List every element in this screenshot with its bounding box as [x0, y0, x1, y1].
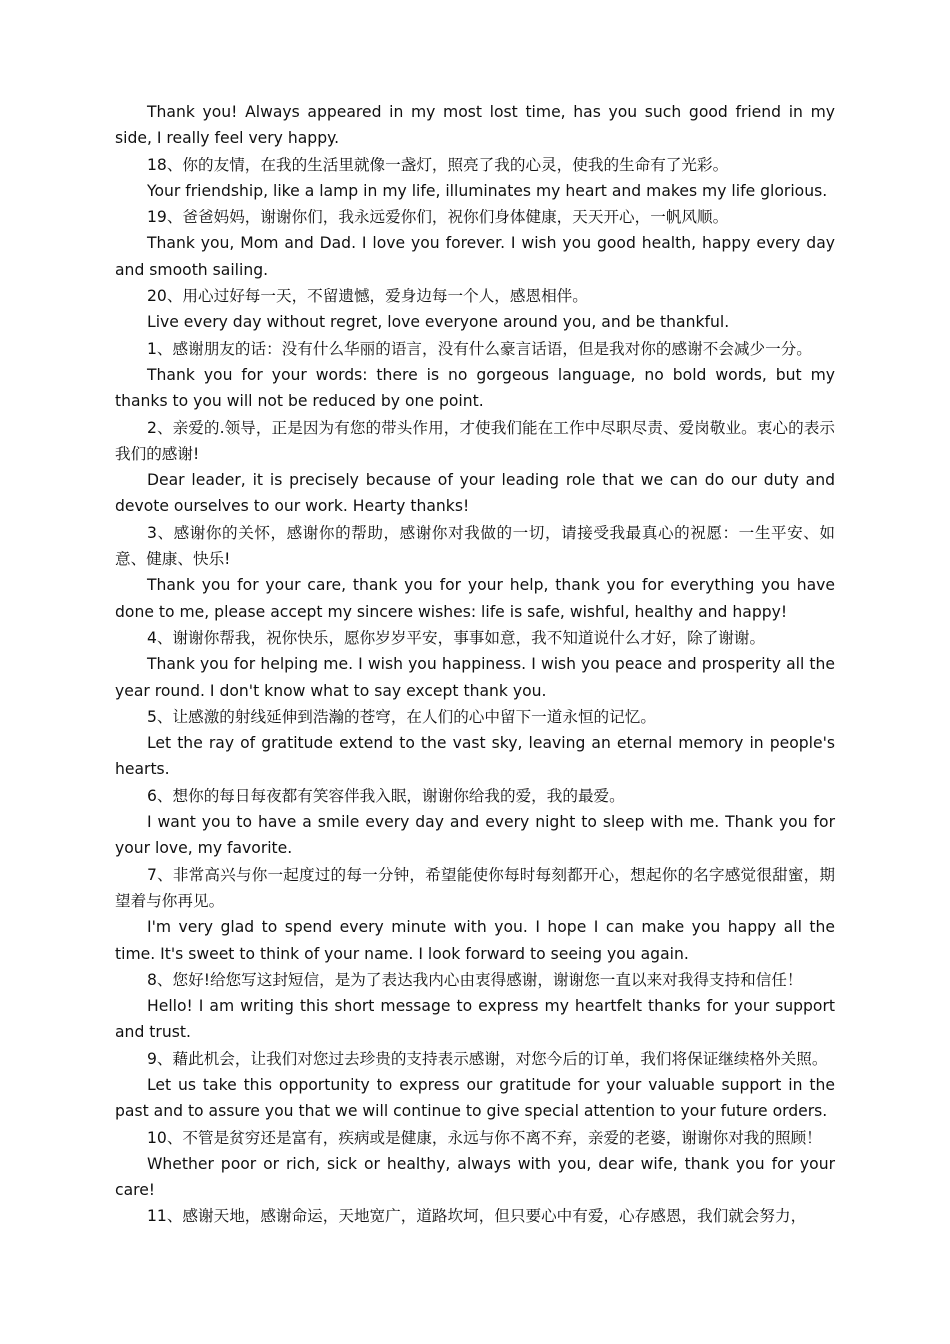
paragraph: 4、谢谢你帮我，祝你快乐，愿你岁岁平安，事事如意，我不知道说什么才好，除了谢谢。 — [147, 628, 766, 647]
paragraph: Thank you for your care, thank you for your help, thank you for everything you have done to me, please accept my sincere wishes: life is safe, wishful, healthy and happy! — [115, 576, 835, 621]
paragraph: 6、想你的每日每夜都有笑容伴我入眠，谢谢你给我的爱，我的最爱。 — [147, 786, 625, 805]
paragraph: 9、藉此机会，让我们对您过去珍贵的支持表示感谢，对您今后的订单，我们将保证继续格外关照。 — [147, 1049, 828, 1068]
paragraph: 7、非常高兴与你一起度过的每一分钟，希望能使你每时每刻都开心，想起你的名字感觉很甜蜜，期望着与你再见。 — [115, 865, 835, 910]
paragraph: Thank you! Always appeared in my most lost time, has you such good friend in my side, I really feel very happy. — [115, 103, 835, 148]
paragraph: I'm very glad to spend every minute with you. I hope I can make you happy all the time. It's sweet to think of your name. I look forward to seeing you again. — [115, 918, 835, 963]
paragraph: 1、感谢朋友的话：没有什么华丽的语言，没有什么豪言话语，但是我对你的感谢不会减少一分。 — [147, 339, 812, 358]
paragraph: Let the ray of gratitude extend to the vast sky, leaving an eternal memory in people's hearts. — [115, 734, 835, 779]
paragraph: I want you to have a smile every day and every night to sleep with me. Thank you for your love, my favorite. — [115, 813, 835, 858]
paragraph: Dear leader, it is precisely because of your leading role that we can do our duty and devote ourselves to our work. Hearty thanks! — [115, 471, 835, 516]
paragraph: 11、感谢天地，感谢命运，天地宽广，道路坎坷，但只要心中有爱，心存感恩，我们就会努力， — [147, 1207, 807, 1226]
paragraph: Thank you, Mom and Dad. I love you forever. I wish you good health, happy every day and smooth sailing. — [115, 234, 835, 279]
paragraph: 2、亲爱的.领导，正是因为有您的带头作用，才使我们能在工作中尽职尽责、爱岗敬业。衷心的表示我们的感谢! — [115, 418, 835, 463]
paragraph: 5、让感激的射线延伸到浩瀚的苍穹，在人们的心中留下一道永恒的记忆。 — [147, 707, 656, 726]
paragraph: 18、你的友情，在我的生活里就像一盏灯，照亮了我的心灵，使我的生命有了光彩。 — [147, 155, 729, 174]
paragraph: Thank you for helping me. I wish you happiness. I wish you peace and prosperity all the year round. I don't know what to say except thank you. — [115, 655, 835, 700]
paragraph: Let us take this opportunity to express our gratitude for your valuable support in the past and to assure you that we will continue to give special attention to your future orders. — [115, 1075, 835, 1121]
paragraph: 19、爸爸妈妈，谢谢你们，我永远爱你们，祝你们身体健康，天天开心，一帆风顺。 — [147, 208, 729, 227]
paragraph: 3、感谢你的关怀，感谢你的帮助，感谢你对我做的一切，请接受我最真心的祝愿：一生平安、如意、健康、快乐! — [115, 523, 835, 569]
paragraph: 8、您好!给您写这封短信，是为了表达我内心由衷得感谢，谢谢您一直以来对我得支持和信任！ — [147, 970, 803, 989]
paragraph: Live every day without regret, love everyone around you, and be thankful. — [147, 313, 730, 332]
paragraph: 20、用心过好每一天，不留遗憾，爱身边每一个人，感恩相伴。 — [147, 287, 588, 306]
paragraph: Thank you for your words: there is no gorgeous language, no bold words, but my thanks to you will not be reduced by one point. — [115, 365, 835, 411]
paragraph: Your friendship, like a lamp in my life, illuminates my heart and makes my life glorious. — [147, 181, 828, 200]
document-body — [115, 99, 835, 1230]
paragraph: Hello! I am writing this short message to express my heartfelt thanks for your support and trust. — [115, 997, 835, 1042]
paragraph: 10、不管是贫穷还是富有，疾病或是健康，永远与你不离不弃，亲爱的老婆，谢谢你对我的照顾！ — [147, 1128, 822, 1147]
paragraph: Whether poor or rich, sick or healthy, always with you, dear wife, thank you for your care! — [115, 1154, 835, 1200]
